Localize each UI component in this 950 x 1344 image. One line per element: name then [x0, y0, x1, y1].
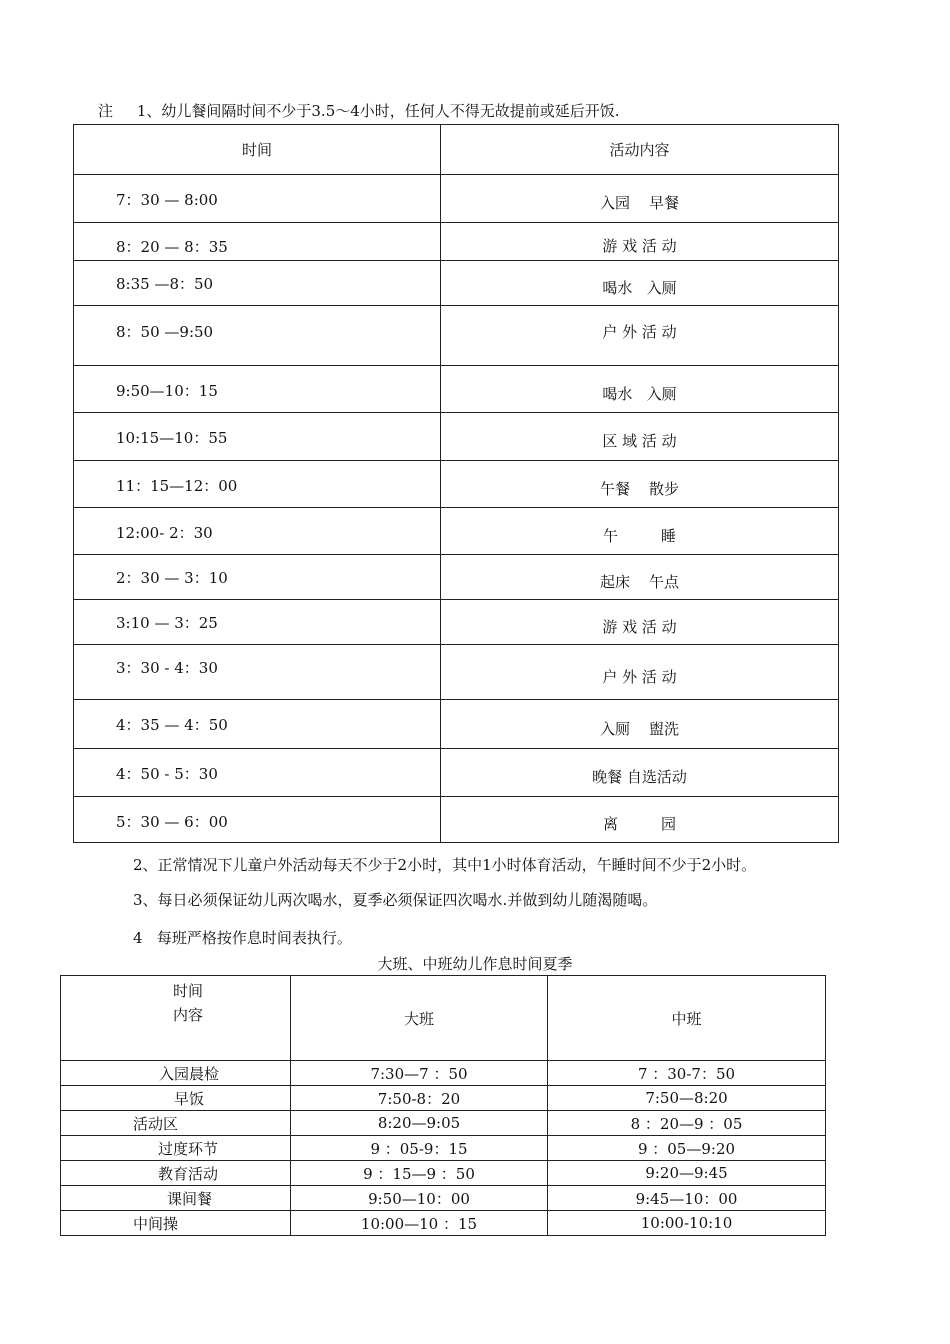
table-row — [61, 1161, 826, 1186]
header-big-class: 大班 — [291, 976, 548, 1061]
note-4: 4 每班严格按作息时间表执行。 — [133, 929, 352, 947]
activity-cell: 游 戏 活 动 — [441, 223, 839, 261]
table-row — [74, 797, 839, 843]
table-row — [74, 508, 839, 555]
row-label: 教育活动 — [61, 1161, 291, 1186]
table-row — [74, 600, 839, 645]
activity-cell: 入园 早餐 — [441, 175, 839, 223]
middle-class-time: 7 ：30-7：50 — [548, 1061, 826, 1086]
table-row — [61, 1211, 826, 1236]
activity-cell: 午餐 散步 — [441, 461, 839, 508]
row-label: 中间操 — [61, 1211, 291, 1236]
time-cell: 10:15—10：55 — [74, 413, 441, 461]
table-row — [61, 1111, 826, 1136]
time-cell: 8:35 —8：50 — [74, 261, 441, 306]
table-row — [74, 261, 839, 306]
table-row — [61, 1061, 826, 1086]
activity-cell: 区 域 活 动 — [441, 413, 839, 461]
activity-cell: 离 园 — [441, 797, 839, 843]
activity-cell: 起床 午点 — [441, 555, 839, 600]
table-header-row — [74, 125, 839, 175]
time-cell: 5：30 — 6：00 — [74, 797, 441, 843]
big-class-time: 7:50-8：20 — [291, 1086, 548, 1111]
table-row — [74, 555, 839, 600]
middle-class-time: 10:00-10:10 — [548, 1211, 826, 1236]
big-class-time: 8:20—9:05 — [291, 1111, 548, 1136]
activity-cell: 户 外 活 动 — [441, 645, 839, 700]
time-cell: 3：30 - 4：30 — [74, 645, 441, 700]
row-label: 课间餐 — [61, 1186, 291, 1211]
middle-class-time: 9:20—9:45 — [548, 1161, 826, 1186]
table-row — [74, 700, 839, 749]
table-row — [74, 413, 839, 461]
table-row — [74, 749, 839, 797]
summer-schedule-table — [60, 975, 826, 1236]
big-class-time: 9 ：15—9 ：50 — [291, 1161, 548, 1186]
time-cell: 7：30 — 8:00 — [74, 175, 441, 223]
activity-cell: 喝水 入厕 — [441, 261, 839, 306]
table-row — [61, 1136, 826, 1161]
note-2: 2、正常情况下儿童户外活动每天不少于2小时，其中1小时体育活动，午睡时间不少于2小时。 — [133, 856, 757, 874]
table-row — [74, 175, 839, 223]
table-header-row — [61, 976, 826, 1061]
time-cell: 11：15—12：00 — [74, 461, 441, 508]
middle-class-time: 7:50—8:20 — [548, 1086, 826, 1111]
time-cell: 4：50 - 5：30 — [74, 749, 441, 797]
row-label: 活动区 — [61, 1111, 291, 1136]
activity-cell: 户 外 活 动 — [441, 306, 839, 366]
table-row — [61, 1186, 826, 1211]
time-cell: 4：35 — 4：50 — [74, 700, 441, 749]
table-row — [74, 366, 839, 413]
time-cell: 2：30 — 3：10 — [74, 555, 441, 600]
daily-schedule-table — [73, 124, 839, 843]
summer-table-title: 大班、中班幼儿作息时间夏季 — [377, 955, 573, 973]
header-activity: 活动内容 — [441, 125, 839, 175]
corner-content-label: 内容 — [173, 1006, 204, 1024]
activity-cell: 晚餐 自选活动 — [441, 749, 839, 797]
middle-class-time: 9:45—10：00 — [548, 1186, 826, 1211]
middle-class-time: 9 ：05—9:20 — [548, 1136, 826, 1161]
big-class-time: 9:50—10：00 — [291, 1186, 548, 1211]
big-class-time: 10:00—10 ：15 — [291, 1211, 548, 1236]
big-class-time: 7:30—7 ：50 — [291, 1061, 548, 1086]
table-row — [74, 306, 839, 366]
row-label: 早饭 — [61, 1086, 291, 1111]
header-middle-class: 中班 — [548, 976, 826, 1061]
activity-cell: 入厕 盥洗 — [441, 700, 839, 749]
table-row — [74, 223, 839, 261]
activity-cell: 午 睡 — [441, 508, 839, 555]
activity-cell: 喝水 入厕 — [441, 366, 839, 413]
middle-class-time: 8 ：20—9 ：05 — [548, 1111, 826, 1136]
activity-cell: 游 戏 活 动 — [441, 600, 839, 645]
time-cell: 8：20 — 8：35 — [74, 223, 441, 261]
time-cell: 3:10 — 3：25 — [74, 600, 441, 645]
time-cell: 12:00- 2：30 — [74, 508, 441, 555]
row-label: 入园晨检 — [61, 1061, 291, 1086]
row-label: 过度环节 — [61, 1136, 291, 1161]
note-1: 注 1、幼儿餐间隔时间不少于3.5～4小时，任何人不得无故提前或延后开饭. — [98, 102, 620, 120]
table-row — [61, 1086, 826, 1111]
corner-time-label: 时间 — [173, 982, 204, 1000]
time-cell: 8：50 —9:50 — [74, 306, 441, 366]
table-row — [74, 645, 839, 700]
big-class-time: 9 ：05-9：15 — [291, 1136, 548, 1161]
header-time: 时间 — [74, 125, 441, 175]
table-row — [74, 461, 839, 508]
note-3: 3、每日必须保证幼儿两次喝水，夏季必须保证四次喝水.并做到幼儿随渴随喝。 — [133, 891, 658, 909]
corner-cell — [61, 976, 291, 1061]
time-cell: 9:50—10：15 — [74, 366, 441, 413]
